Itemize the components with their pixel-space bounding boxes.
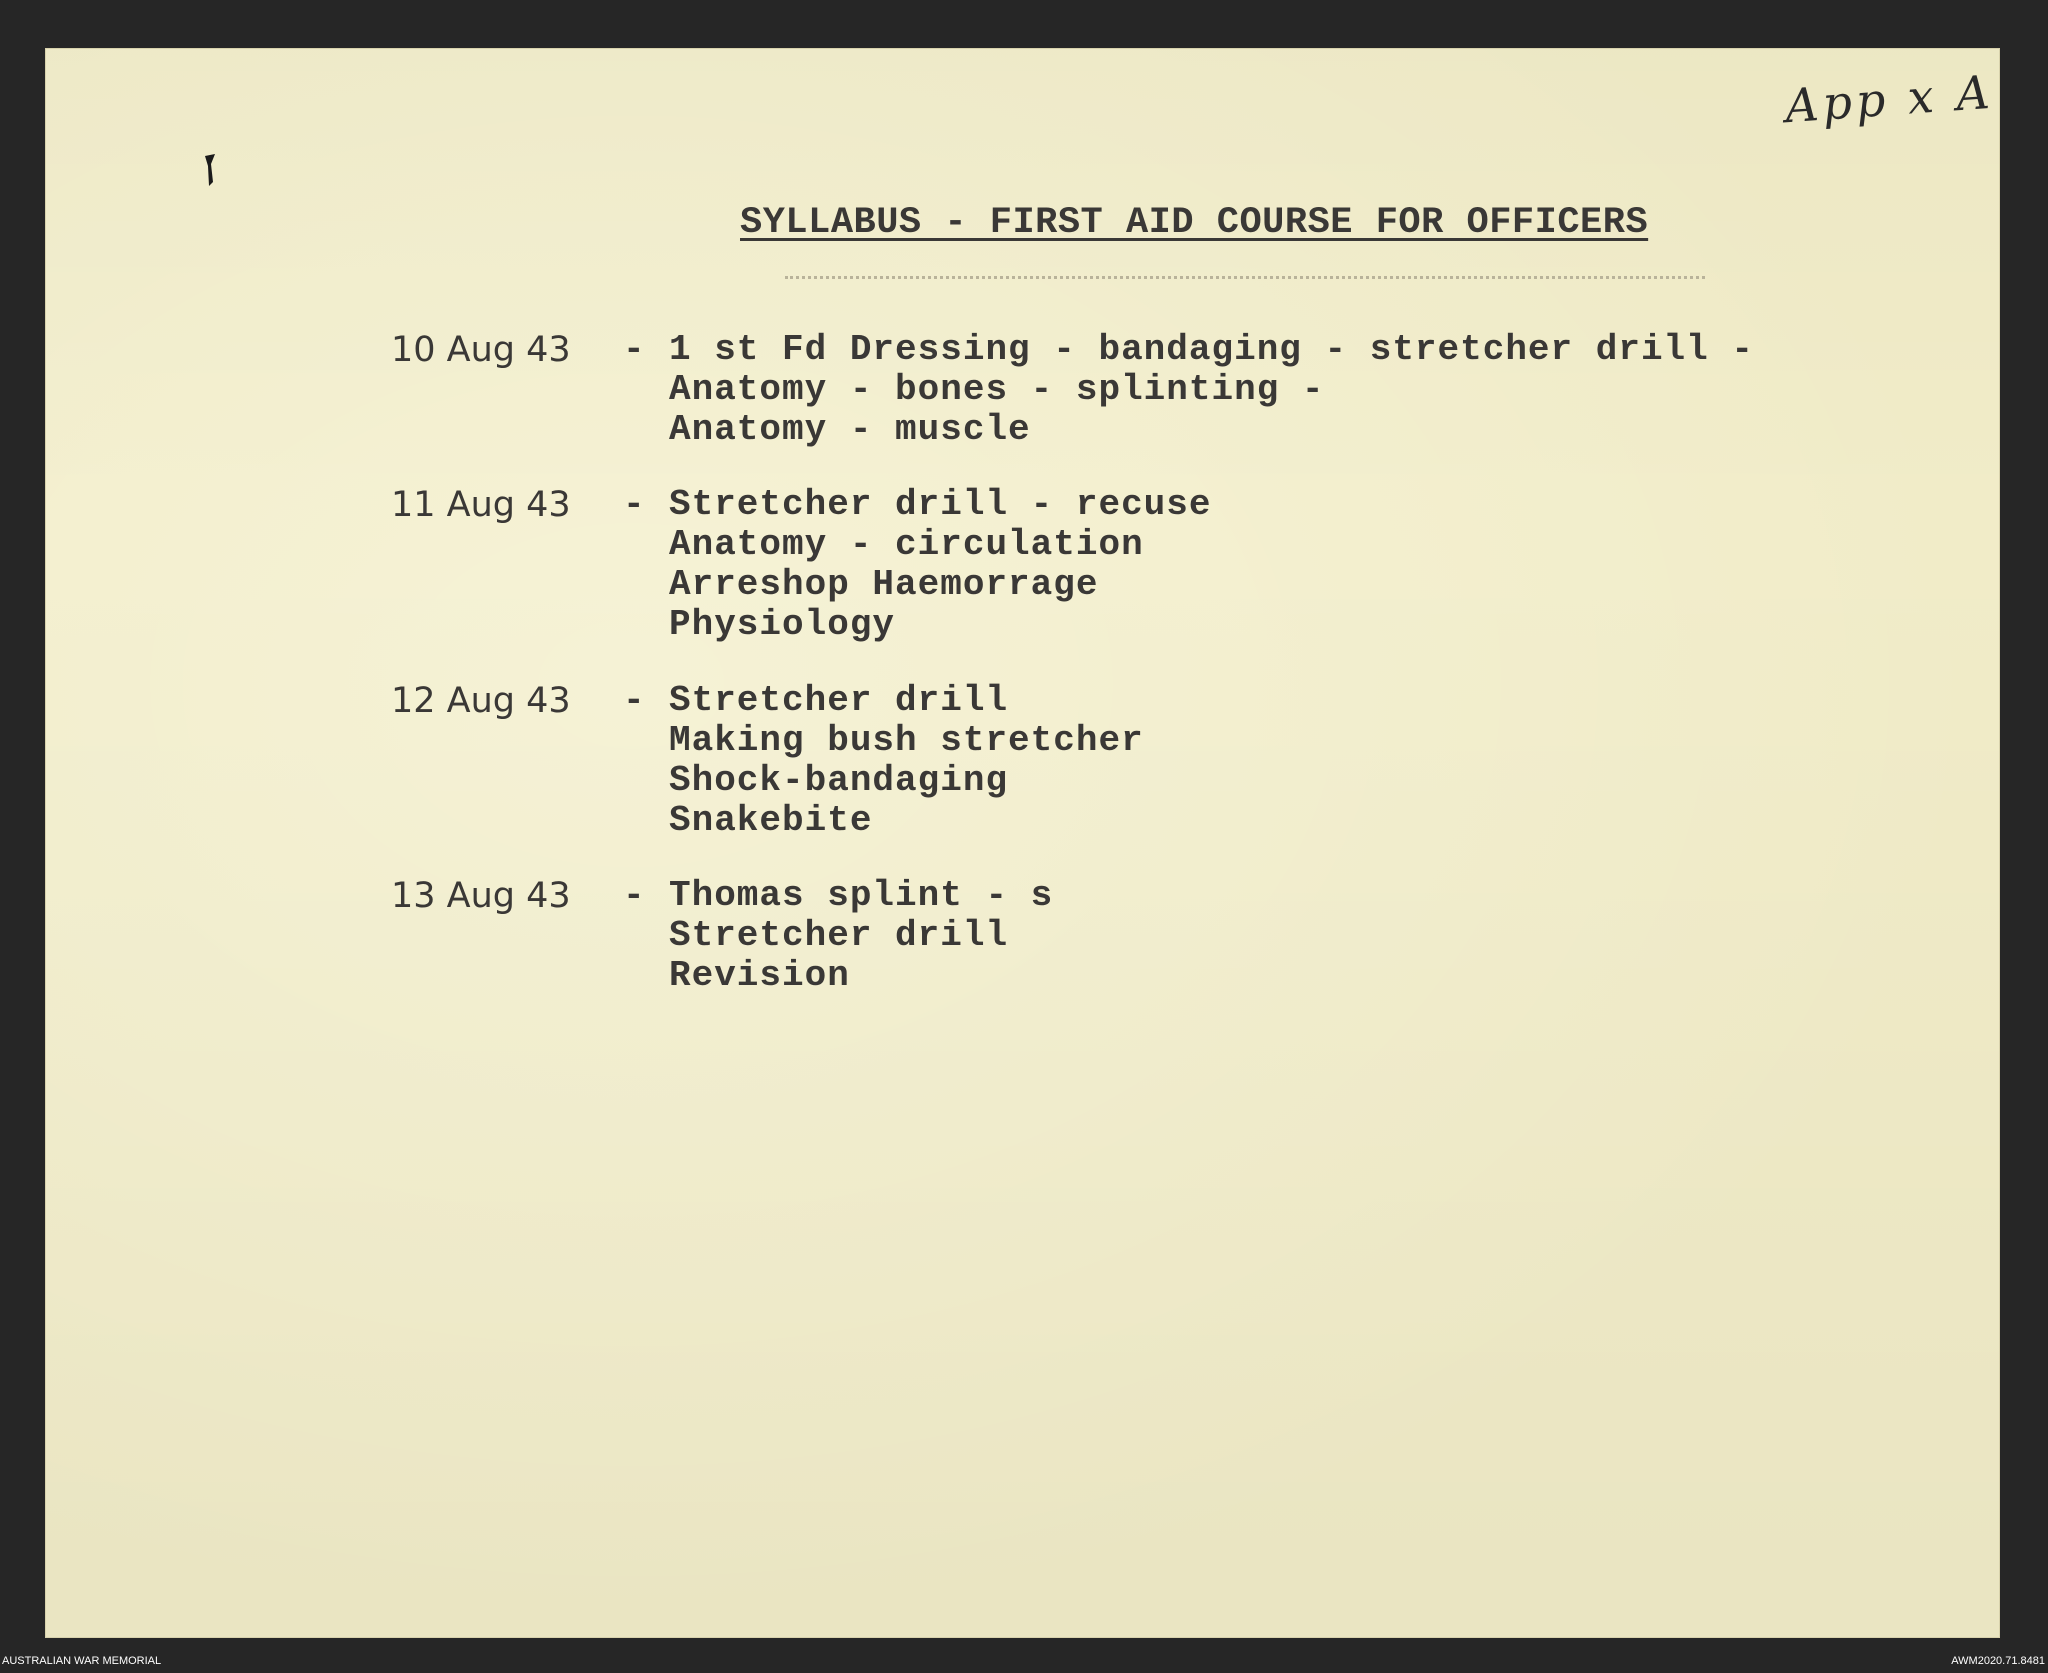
footer-credit: AUSTRALIAN WAR MEMORIAL [2,1655,162,1667]
entry-items [669,876,1053,996]
punch-hole-mark [203,152,217,192]
entry-item: Revision [669,955,850,996]
entry-item: Snakebite [669,800,873,841]
footer-accession-number: AWM2020.71.8481 [1951,1655,2045,1667]
entry-item: Stretcher drill [669,915,1009,956]
entry-dash: - [623,875,645,916]
entry-date: 11 Aug 43 [391,485,571,525]
entry-item: Anatomy - bones - splinting - [669,369,1325,410]
entry-item: 1 st Fd Dressing - bandaging - stretcher drill - [669,329,1754,370]
entry-date: 10 Aug 43 [391,330,571,370]
entry-item: Stretcher drill - recuse [669,484,1212,525]
entry-item: Anatomy - circulation [669,524,1144,565]
entry-date: 12 Aug 43 [391,681,571,721]
entry-item: Shock-bandaging [669,760,1009,801]
entry-items [669,330,1754,450]
handwritten-annotation: App x A [1783,64,1996,134]
entry-item: Thomas splint - s [669,875,1054,916]
entry-dash: - [623,484,645,525]
entry-date: 13 Aug 43 [391,876,571,916]
entry-item: Stretcher drill [669,680,1009,721]
entry-item: Physiology [669,604,896,645]
document-page [45,48,2000,1638]
entry-item: Anatomy - muscle [669,409,1031,450]
entry-items [669,485,1211,645]
entry-dash: - [623,329,645,370]
entry-dash: - [623,680,645,721]
entry-items [669,681,1144,841]
dotted-divider [785,276,1705,279]
page-title: SYLLABUS - FIRST AID COURSE FOR OFFICERS [740,202,1649,244]
entry-item: Making bush stretcher [669,720,1144,761]
entry-item: Arreshop Haemorrage [669,564,1099,605]
